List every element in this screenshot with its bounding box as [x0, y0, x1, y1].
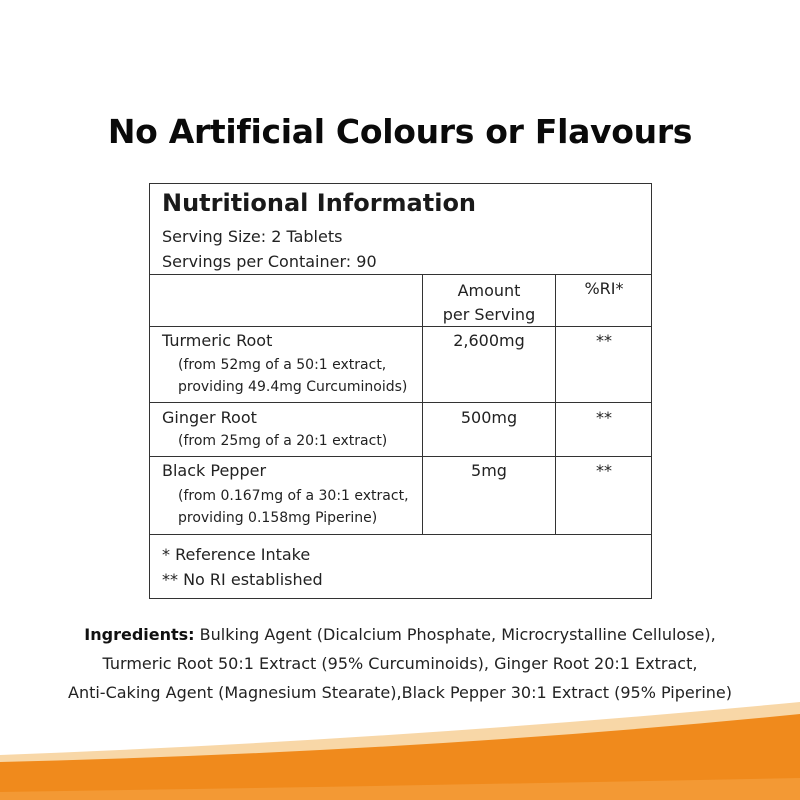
rule-under-ginger: [150, 456, 651, 457]
rule-under-pepper: [150, 534, 651, 535]
rule-under-header: [150, 274, 651, 275]
amount-header-line1: Amount: [457, 281, 521, 300]
page-headline: No Artificial Colours or Flavours: [107, 112, 693, 151]
nutrient-name-pepper: Black Pepper: [162, 461, 267, 480]
footnote-no-ri: ** No RI established: [162, 570, 323, 589]
amount-ginger: 500mg: [460, 408, 518, 427]
servings-per-container: Servings per Container: 90: [162, 252, 377, 271]
ingredients-line-3: Anti-Caking Agent (Magnesium Stearate),Black Pepper 30:1 Extract (95% Piperine): [68, 683, 732, 702]
nutrient-name-turmeric: Turmeric Root: [162, 331, 273, 350]
amount-pepper: 5mg: [471, 461, 507, 480]
panel-title: Nutritional Information: [162, 189, 477, 217]
ingredients-block: [0, 620, 800, 707]
ri-header: %RI*: [584, 279, 624, 298]
orange-swoosh-decoration: [0, 700, 800, 800]
nutrition-panel: [149, 183, 652, 599]
amount-turmeric: 2,600mg: [453, 331, 525, 350]
nutrient-detail-turmeric-2: providing 49.4mg Curcuminoids): [178, 379, 408, 395]
serving-size: Serving Size: 2 Tablets: [162, 227, 343, 246]
ri-pepper: **: [596, 461, 612, 480]
nutrient-detail-ginger-1: (from 25mg of a 20:1 extract): [178, 433, 388, 449]
nutrient-name-ginger: Ginger Root: [162, 408, 257, 427]
rule-under-turmeric: [150, 402, 651, 403]
ri-ginger: **: [596, 408, 612, 427]
ri-turmeric: **: [596, 331, 612, 350]
amount-header: [423, 279, 555, 327]
ingredients-line-2: Turmeric Root 50:1 Extract (95% Curcuminoids), Ginger Root 20:1 Extract,: [102, 654, 698, 673]
ingredients-line-1: [0, 620, 800, 649]
footnote-reference-intake: * Reference Intake: [162, 545, 311, 564]
ingredients-text-1: Bulking Agent (Dicalcium Phosphate, Microcrystalline Cellulose),: [199, 625, 716, 644]
ingredients-label: Ingredients:: [84, 625, 195, 644]
nutrient-detail-pepper-2: providing 0.158mg Piperine): [178, 510, 378, 526]
nutrient-detail-turmeric-1: (from 52mg of a 50:1 extract,: [178, 357, 387, 373]
amount-header-line2: per Serving: [442, 305, 536, 324]
column-divider-2: [555, 274, 556, 534]
nutrient-detail-pepper-1: (from 0.167mg of a 30:1 extract,: [178, 488, 409, 504]
panel-header: [150, 184, 651, 276]
rule-under-column-header: [150, 326, 651, 327]
